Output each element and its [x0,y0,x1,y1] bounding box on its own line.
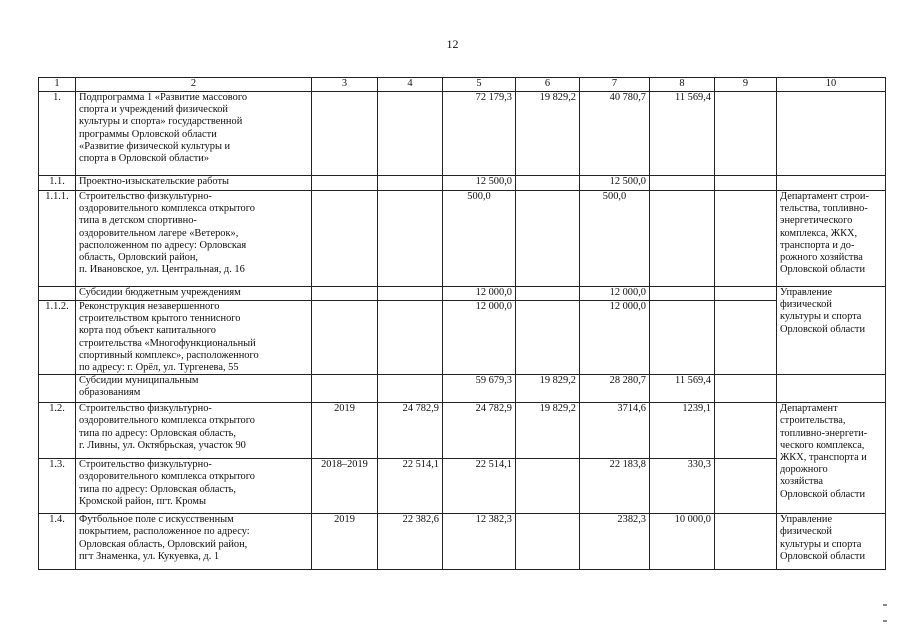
cell-col4 [378,92,443,176]
header-cell: 8 [650,78,715,92]
header-cell: 4 [378,78,443,92]
table-row [39,301,886,375]
cell-col6 [516,176,580,191]
cell-col8 [650,287,715,301]
cell-col5: 12 000,0 [443,301,516,375]
cell-col6: 19 829,2 [516,92,580,176]
cell-col4 [378,191,443,287]
cell-col8: 330,3 [650,459,715,514]
cell-col6 [516,287,580,301]
cell-col9 [715,514,777,570]
row-number: 1.4. [39,514,76,570]
table-row [39,92,886,176]
scan-speck [883,620,887,622]
cell-col3 [312,191,378,287]
cell-col7: 22 183,8 [580,459,650,514]
row-name: Реконструкция незавершенного строительством крытого теннисного корта под объект капитального строительства «Многофункциональный спортивный комплекс», расположенного по адресу: г. Орёл, ул. Тургенева, 55 [76,301,312,375]
table-row [39,459,886,514]
cell-col7: 28 280,7 [580,375,650,403]
cell-col9 [715,287,777,301]
cell-col8: 11 569,4 [650,375,715,403]
cell-col5: 24 782,9 [443,403,516,459]
cell-col4 [378,375,443,403]
cell-col9 [715,176,777,191]
cell-col4 [378,176,443,191]
cell-col4 [378,301,443,375]
cell-col10 [777,92,886,176]
cell-col9 [715,459,777,514]
cell-col10 [777,375,886,403]
cell-col8 [650,176,715,191]
table-row [39,514,886,570]
cell-col3: 2018–2019 [312,459,378,514]
cell-col4: 24 782,9 [378,403,443,459]
page-number: 12 [446,37,459,51]
row-number: 1. [39,92,76,176]
cell-col7: 2382,3 [580,514,650,570]
table-row [39,375,886,403]
cell-col8: 11 569,4 [650,92,715,176]
header-cell: 10 [777,78,886,92]
header-cell: 1 [39,78,76,92]
cell-col10 [777,176,886,191]
cell-col7: 3714,6 [580,403,650,459]
header-cell: 9 [715,78,777,92]
row-number: 1.3. [39,459,76,514]
row-number: 1.2. [39,403,76,459]
cell-col6: 19 829,2 [516,403,580,459]
cell-col5: 22 514,1 [443,459,516,514]
cell-col8: 10 000,0 [650,514,715,570]
row-number [39,287,76,301]
cell-col4: 22 382,6 [378,514,443,570]
scan-speck [883,604,887,606]
cell-col5: 500,0 [443,191,516,287]
cell-col3 [312,287,378,301]
cell-col10: Управление физической культуры и спорта Орловской области [777,287,886,375]
table-row [39,191,886,287]
cell-col5: 59 679,3 [443,375,516,403]
cell-col7: 12 500,0 [580,176,650,191]
row-name: Субсидии бюджетным учреждениям [76,287,312,301]
cell-col10: Департамент строительства, топливно-энергети- ческого комплекса, ЖКХ, транспорта и дорожного хозяйства Орловской области [777,403,886,514]
row-name: Футбольное поле с искусственным покрытием, расположенное по адресу: Орловская область, Орловский район, пгт Знаменка, ул. Кукуевка, д. 1 [76,514,312,570]
cell-col3 [312,176,378,191]
cell-col7: 12 000,0 [580,301,650,375]
cell-col3 [312,375,378,403]
cell-col7: 12 000,0 [580,287,650,301]
row-name: Подпрограмма 1 «Развитие массового спорта и учреждений физической культуры и спорта» государственной программы Орловской области «Развитие физической культуры и спорта в Орловской области» [76,92,312,176]
row-number: 1.1.1. [39,191,76,287]
cell-col10: Департамент строи- тельства, топливно- энергетического комплекса, ЖКХ, транспорта и до- рожного хозяйства Орловской области [777,191,886,287]
cell-col7: 500,0 [580,191,650,287]
cell-col4: 22 514,1 [378,459,443,514]
row-name: Субсидии муниципальным образованиям [76,375,312,403]
cell-col3: 2019 [312,514,378,570]
cell-col9 [715,301,777,375]
header-cell: 5 [443,78,516,92]
table-row [39,176,886,191]
cell-col10: Управление физической культуры и спорта Орловской области [777,514,886,570]
header-cell: 6 [516,78,580,92]
cell-col5: 12 500,0 [443,176,516,191]
row-number: 1.1.2. [39,301,76,375]
cell-col8 [650,191,715,287]
cell-col6: 19 829,2 [516,375,580,403]
row-name: Строительство физкультурно- оздоровительного комплекса открытого типа по адресу: Орловская область, Кромской район, пгт. Кромы [76,459,312,514]
cell-col9 [715,375,777,403]
header-cell: 7 [580,78,650,92]
header-cell: 3 [312,78,378,92]
row-number [39,375,76,403]
cell-col5: 12 382,3 [443,514,516,570]
cell-col9 [715,92,777,176]
budget-table [38,77,886,570]
cell-col6 [516,514,580,570]
cell-col8: 1239,1 [650,403,715,459]
cell-col6 [516,301,580,375]
header-row [39,78,886,92]
cell-col5: 72 179,3 [443,92,516,176]
row-number: 1.1. [39,176,76,191]
cell-col3: 2019 [312,403,378,459]
cell-col5: 12 000,0 [443,287,516,301]
table-row [39,403,886,459]
cell-col6 [516,191,580,287]
header-cell: 2 [76,78,312,92]
cell-col4 [378,287,443,301]
cell-col7: 40 780,7 [580,92,650,176]
cell-col3 [312,301,378,375]
cell-col3 [312,92,378,176]
table-row [39,287,886,301]
row-name: Строительство физкультурно- оздоровительного комплекса открытого типа в детском спортивно- оздоровительном лагере «Ветерок», расположенном по адресу: Орловская область, Орловский район, п. Ивановское, ул. Центральная, д. 16 [76,191,312,287]
cell-col9 [715,403,777,459]
row-name: Строительство физкультурно- оздоровительного комплекса открытого типа по адресу: Орловская область, г. Ливны, ул. Октябрьская, участок 90 [76,403,312,459]
cell-col6 [516,459,580,514]
cell-col8 [650,301,715,375]
cell-col9 [715,191,777,287]
row-name: Проектно-изыскательские работы [76,176,312,191]
